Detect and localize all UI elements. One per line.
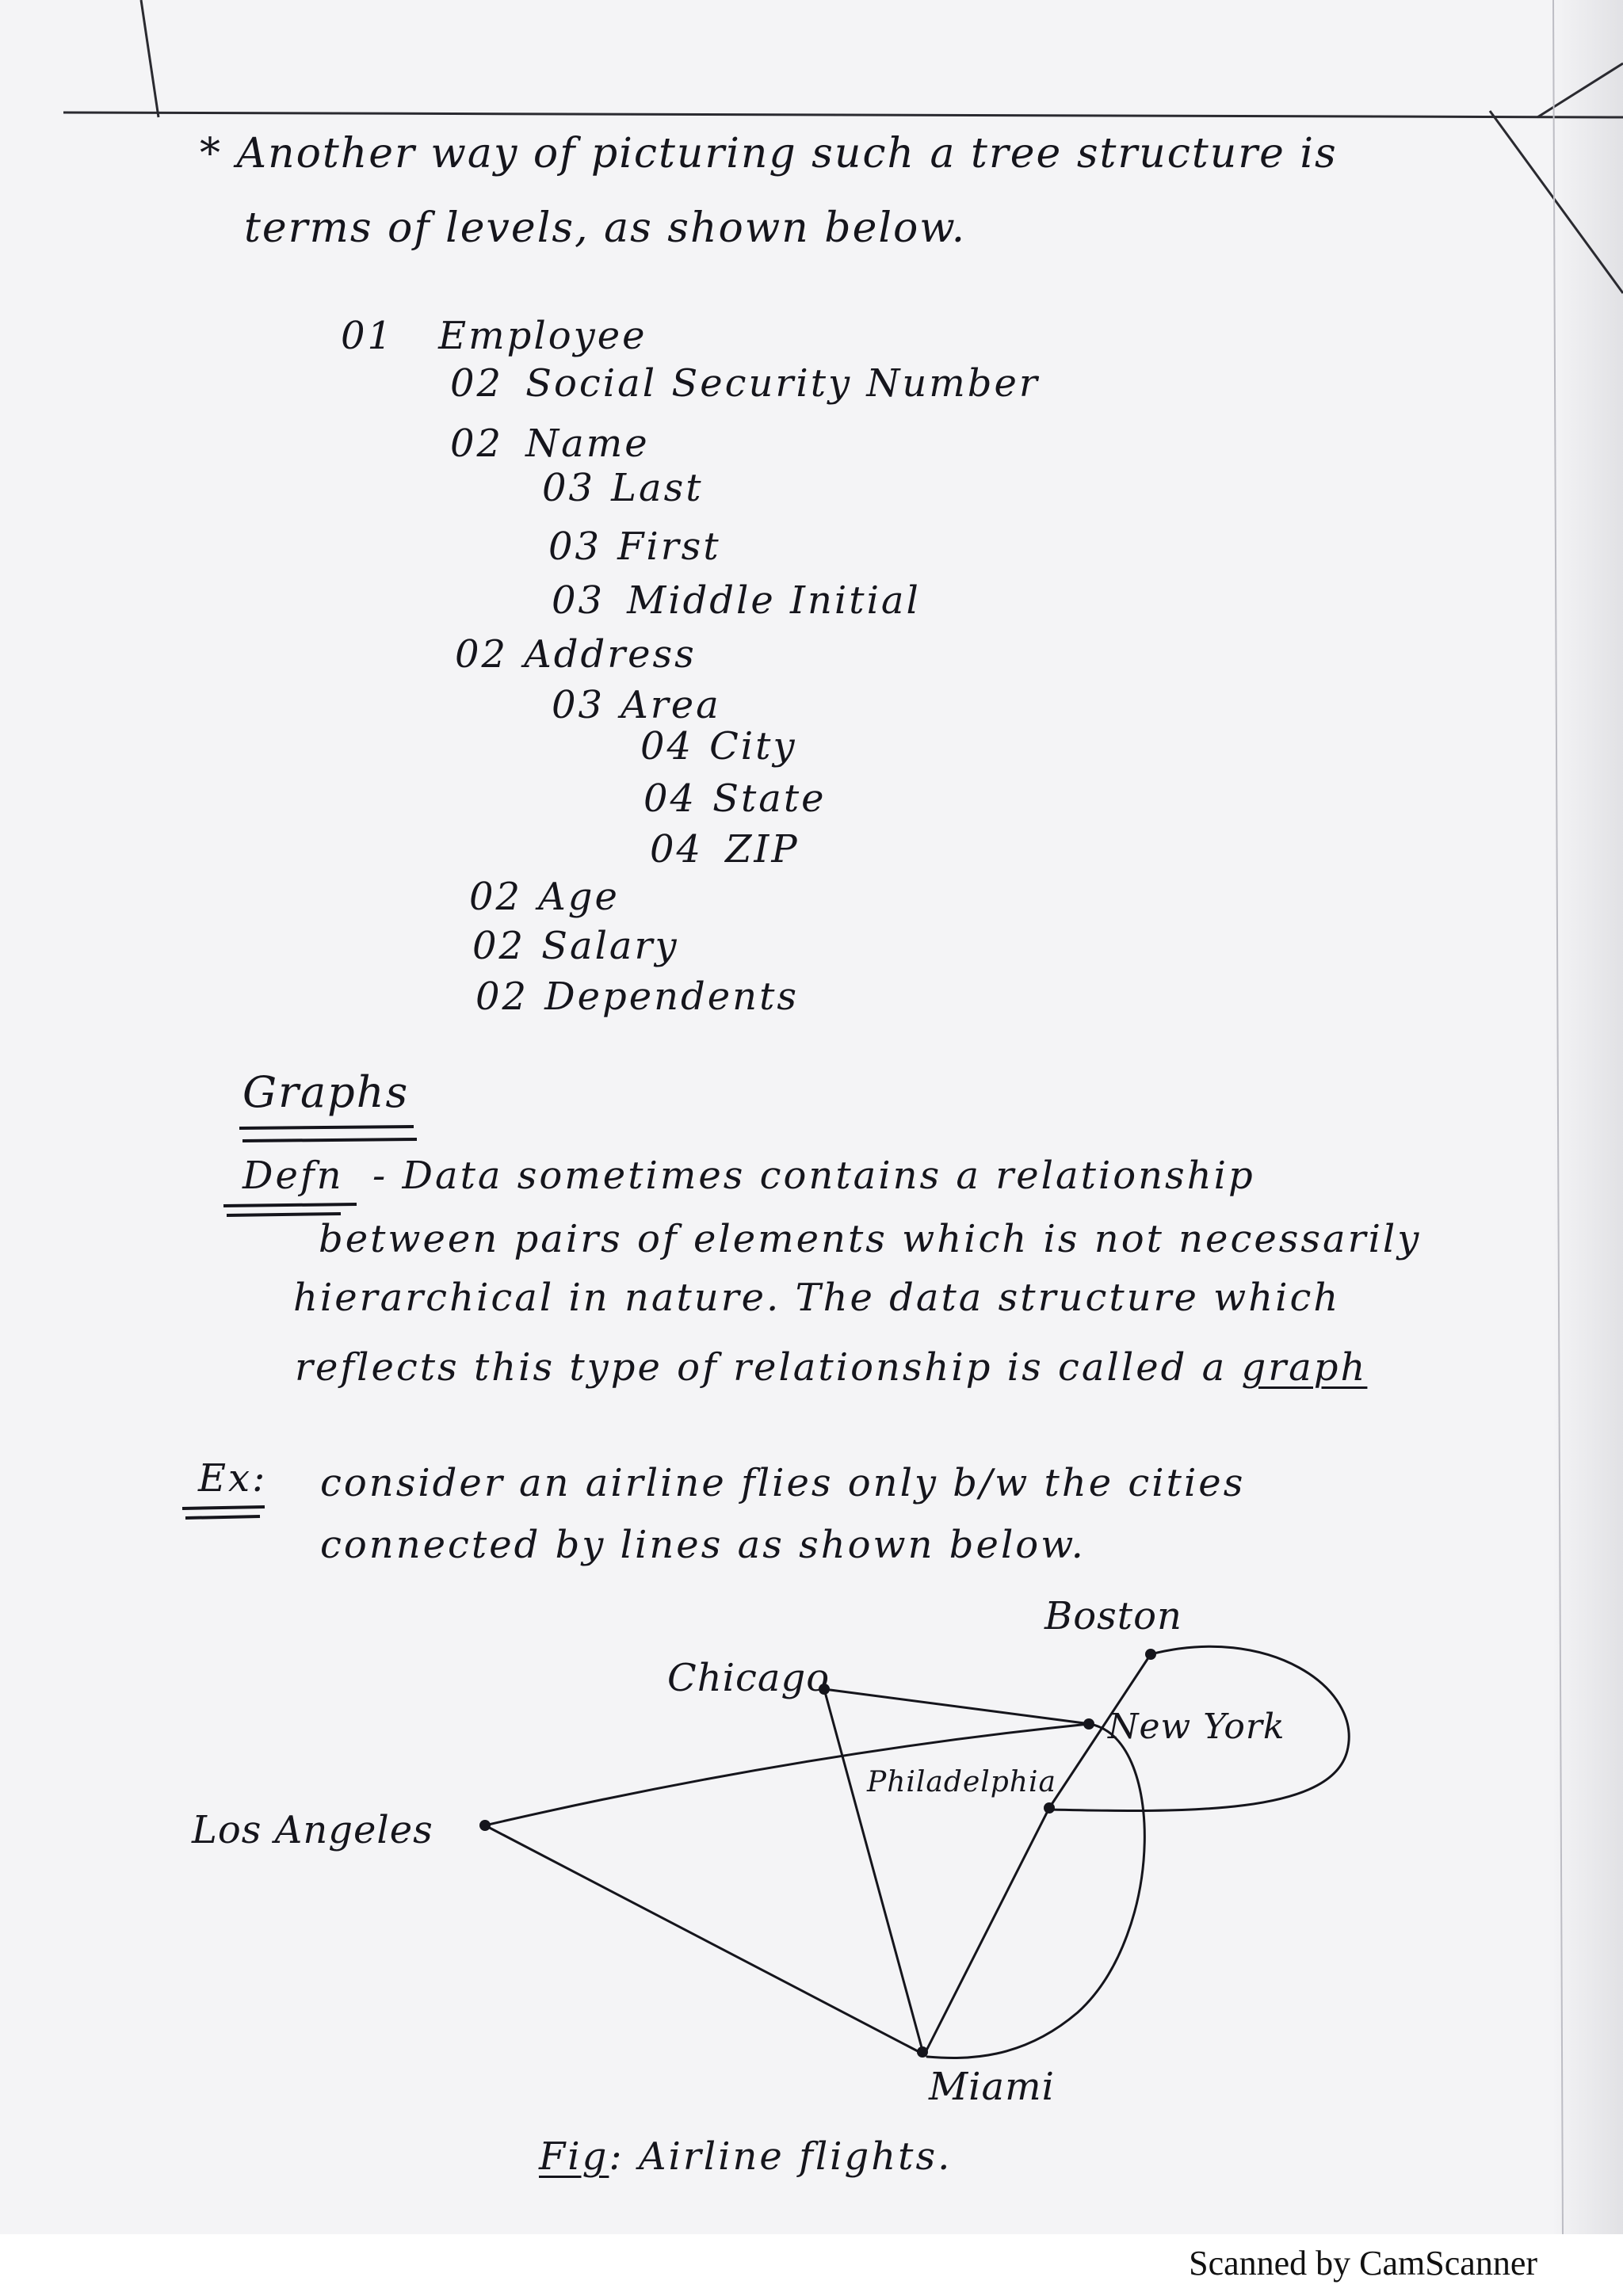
level-number: 02 (455, 632, 509, 677)
level-number: 02 (450, 361, 504, 406)
level-label: Age (538, 875, 620, 919)
node-newyork (1083, 1718, 1094, 1730)
intro-line-1: * Another way of picturing such a tree structure is (200, 130, 1338, 177)
level-label: Social Security Number (525, 361, 1040, 406)
level-number: 01 (341, 314, 395, 358)
level-number: 03 (542, 466, 596, 510)
level-label: City (709, 724, 797, 769)
level-label: Employee (438, 314, 647, 358)
node-miami (917, 2046, 928, 2058)
example-line-1: consider an airline flies only b/w the cities (320, 1461, 1246, 1505)
route-chicago-miami (824, 1689, 922, 2050)
level-number: 02 (472, 924, 526, 968)
level-number: 04 (643, 776, 697, 821)
intro-line-2: terms of levels, as shown below. (244, 204, 967, 252)
level-number: 02 (475, 974, 529, 1019)
level-label: Area (621, 683, 721, 727)
level-number: 03 (552, 683, 605, 727)
figure-caption (539, 2134, 953, 2179)
node-philadelphia (1044, 1802, 1055, 1814)
level-label: State (712, 776, 827, 821)
city-label-newyork: New York (1108, 1707, 1285, 1747)
example-label: Ex: (198, 1456, 268, 1501)
level-number: 03 (552, 578, 605, 623)
city-label-chicago: Chicago (667, 1656, 831, 1700)
graphs-heading: Graphs (242, 1067, 410, 1117)
level-label: First (617, 524, 721, 569)
city-label-miami: Miami (929, 2065, 1055, 2109)
figure-label: Fig (539, 2134, 609, 2179)
route-chicago-newyork (824, 1689, 1090, 1724)
city-label-philadelphia: Philadelphia (867, 1766, 1056, 1798)
definition-line-2: between pairs of elements which is not necessarily (319, 1217, 1422, 1261)
term-graph: graph (1241, 1345, 1368, 1390)
node-boston (1145, 1649, 1156, 1660)
level-label: Dependents (544, 974, 799, 1019)
route-philadelphia-miami (926, 1808, 1049, 2052)
level-number: 02 (469, 875, 523, 919)
example-line-2: connected by lines as shown below. (320, 1523, 1086, 1567)
level-label: Last (611, 466, 704, 510)
definition-line-4: reflects this type of relationship is called a graph (295, 1345, 1368, 1390)
city-label-boston: Boston (1044, 1594, 1182, 1638)
level-label: ZIP (725, 827, 800, 871)
level-number: 04 (650, 827, 704, 871)
level-number: 03 (548, 524, 602, 569)
figure-caption-text: : Airline flights. (609, 2134, 953, 2179)
route-losangeles-miami (485, 1825, 919, 2052)
definition-line-3: hierarchical in nature. The data structure which (293, 1276, 1341, 1320)
level-label: Address (524, 632, 697, 677)
node-losangeles (479, 1820, 491, 1831)
definition-line-1: - Data sometimes contains a relationship (372, 1154, 1255, 1198)
level-number: 04 (640, 724, 694, 769)
level-label: Salary (541, 924, 679, 968)
definition-label: Defn (242, 1154, 344, 1198)
camscanner-watermark: Scanned by CamScanner (1189, 2244, 1537, 2283)
city-label-losangeles: Los Angeles (192, 1808, 433, 1852)
level-number: 02 (450, 421, 504, 466)
level-label: Middle Initial (627, 578, 921, 623)
level-label: Name (525, 421, 650, 466)
